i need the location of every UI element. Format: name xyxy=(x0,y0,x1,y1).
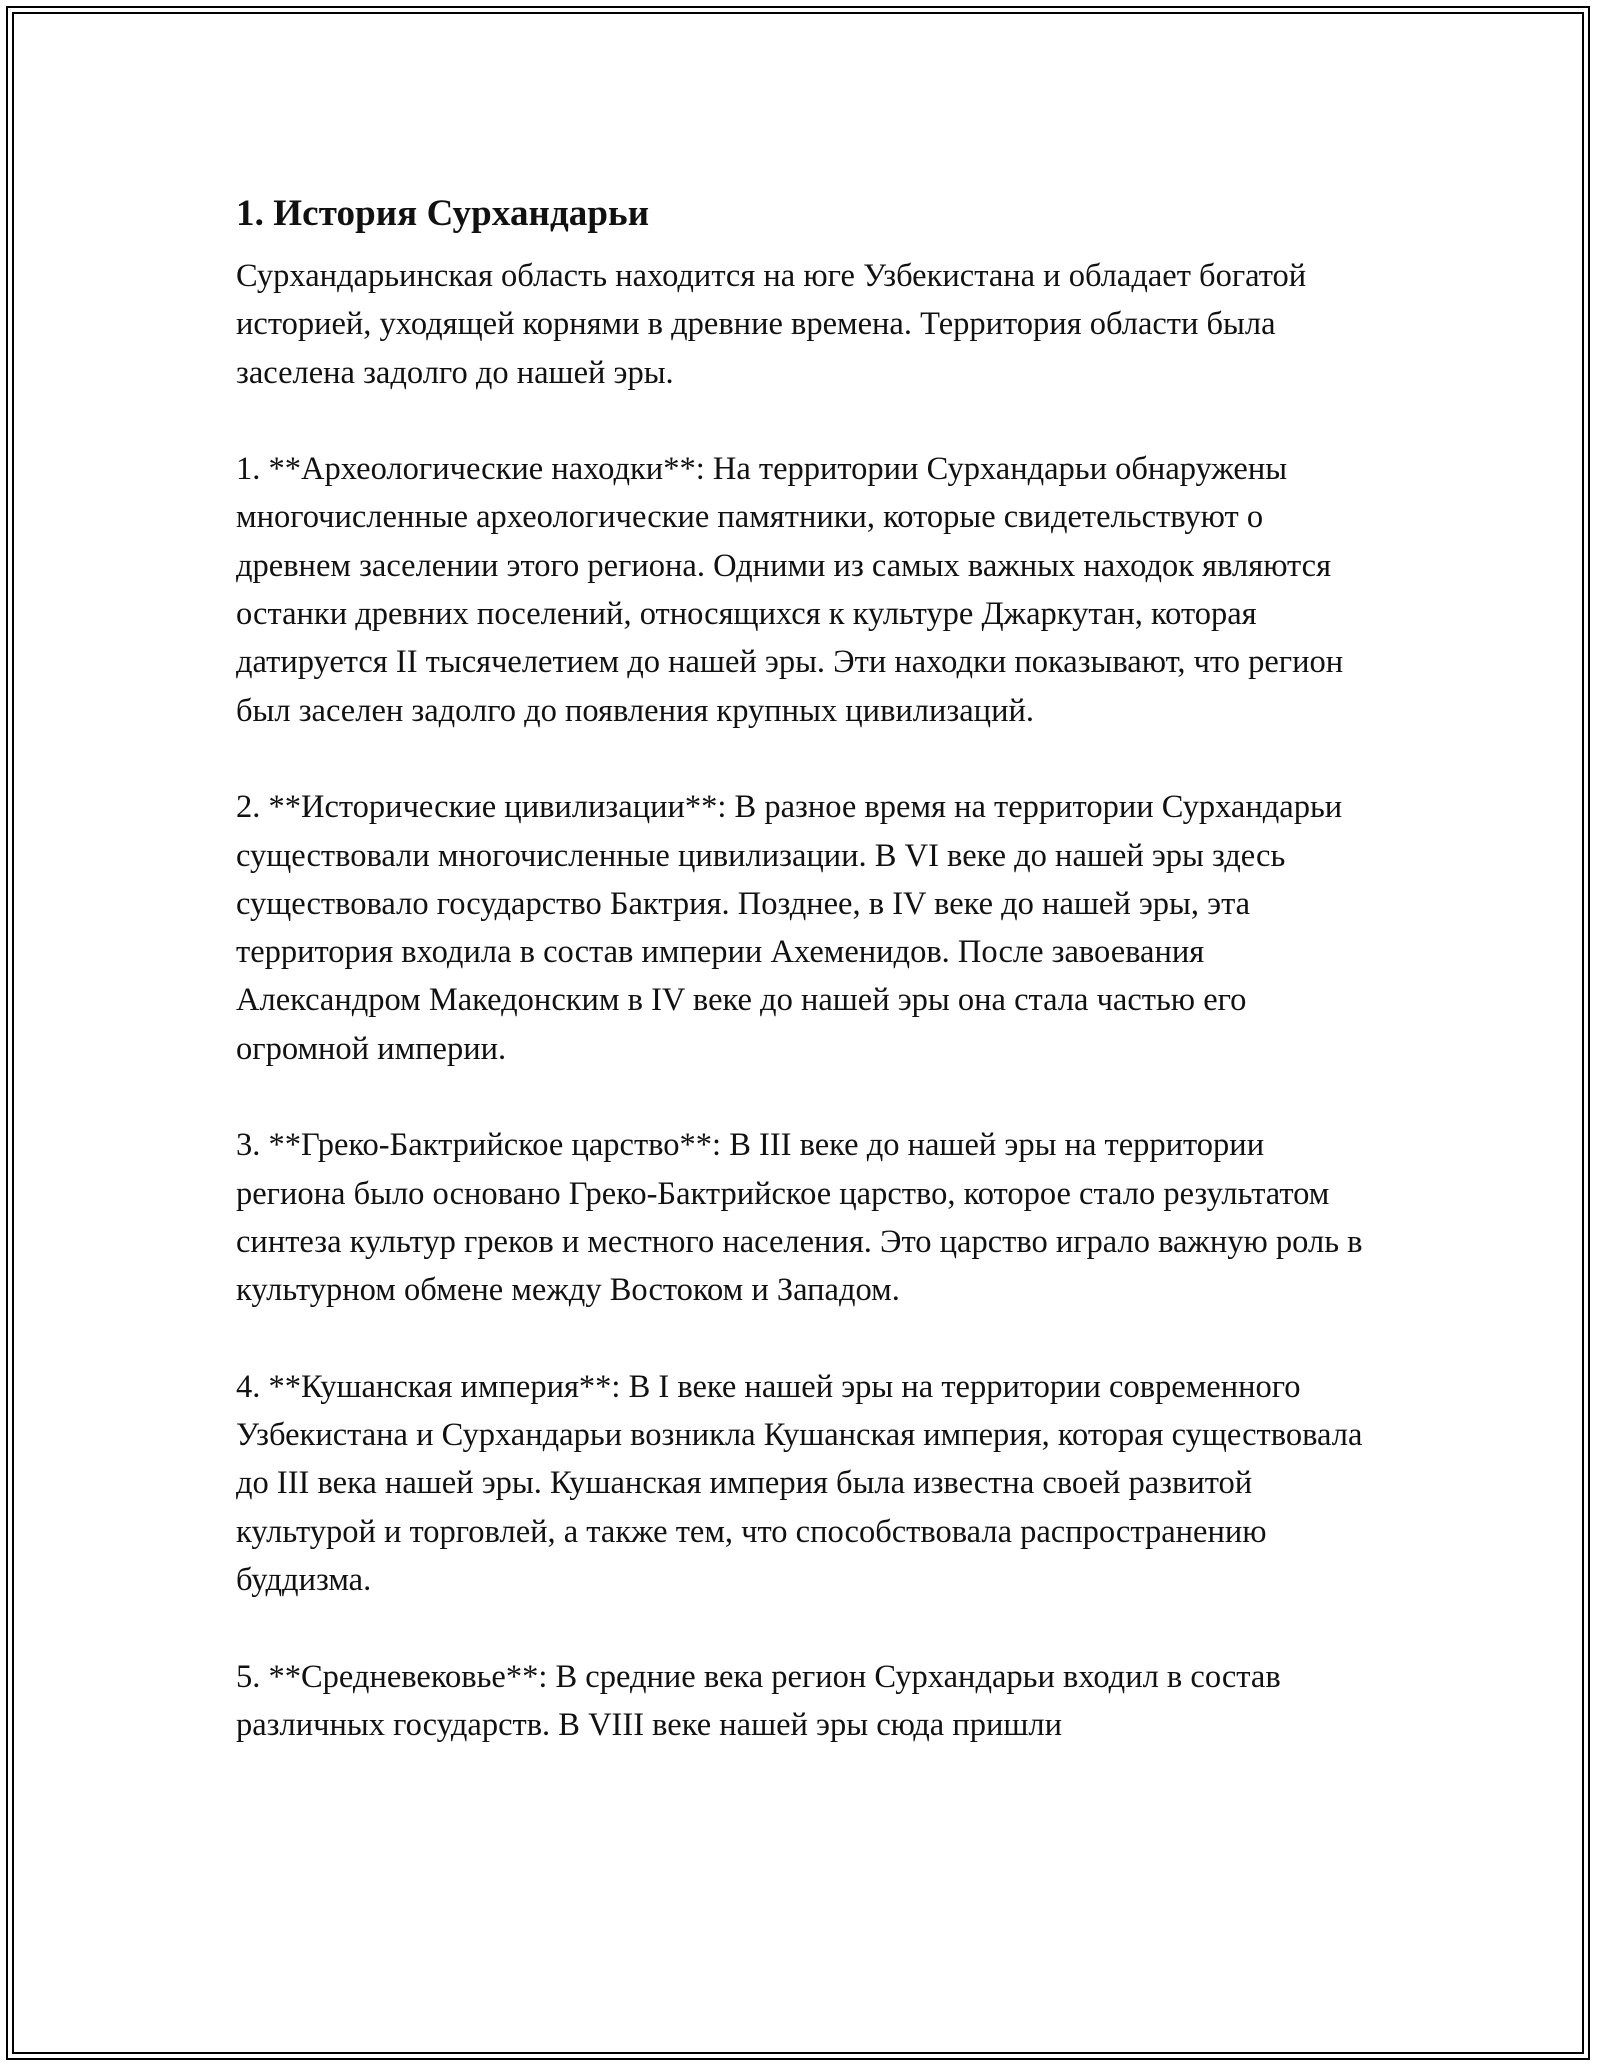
document-title: 1. История Сурхандарьи xyxy=(236,193,650,234)
paragraph-historical-civilizations: 2. **Исторические цивилизации**: В разное время на территории Сурхандарьи существовали многочисленные цивилизации. В VI веке до нашей эры здесь существовало государство Бактрия. Позднее, в IV веке до нашей эры, эта территория входила в состав империи Ахеменидов. После завоевания Александром Македонским в IV веке до нашей эры она стала частью его огромной империи. xyxy=(236,789,1343,1067)
paragraph-greco-bactrian-kingdom: 3. **Греко-Бактрийское царство**: В III веке до нашей эры на территории региона было основано Греко-Бактрийское царство, которое стало результатом синтеза культур греков и местного населения. Это царство играло важную роль в культурном обмене между Востоком и Западом. xyxy=(236,1127,1363,1309)
paragraph-archaeological-finds: 1. **Археологические находки**: На территории Сурхандарьи обнаружены многочисленные археологические памятники, которые свидетельствуют о древнем заселении этого региона. Одними из самых важных находок являются останки древних поселений, относящихся к культуре Джаркутан, которая датируется II тысячелетием до нашей эры. Эти находки показывают, что регион был заселен задолго до появления крупных цивилизаций. xyxy=(236,451,1344,729)
paragraph-intro: Сурхандарьинская область находится на юге Узбекистана и обладает богатой историей, уходящей корнями в древние времена. Территория области была заселена задолго до нашей эры. xyxy=(236,258,1307,391)
document-body xyxy=(236,184,1376,1798)
paragraph-middle-ages: 5. **Средневековье**: В средние века регион Сурхандарьи входил в состав различных государств. В VIII веке нашей эры сюда пришли xyxy=(236,1658,1281,1743)
paragraph-kushan-empire: 4. **Кушанская империя**: В I веке нашей эры на территории современного Узбекистана и Сурхандарьи возникла Кушанская империя, которая существовала до III века нашей эры. Кушанская империя была известна своей развитой культурой и торговлей, а также тем, что способствовала распространению буддизма. xyxy=(236,1368,1363,1599)
